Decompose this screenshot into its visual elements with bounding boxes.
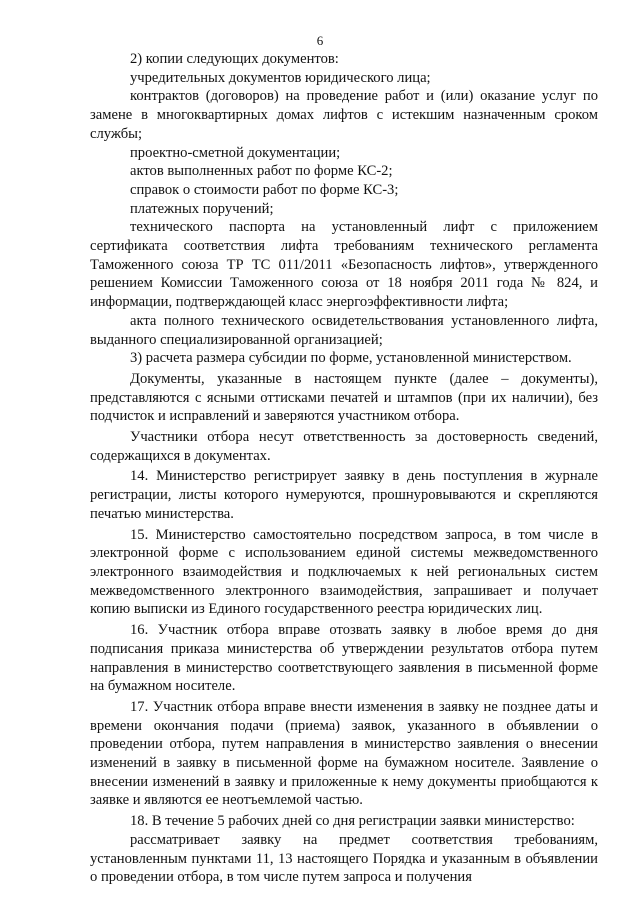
paragraph-payment-orders: платежных поручений; [130,200,274,217]
paragraph-documents-requirements: Документы, указанные в настоящем пункте (далее – документы), представляются с ясными оттисками печатей и штампов (при их наличии), без подчисток и исправлений и заверяются участником отбора. [90,370,598,425]
paragraph-item-17: 17. Участник отбора вправе внести изменения в заявку не позднее даты и времени окончания подачи (приема) заявок, указанного в объявлении о проведении отбора, путем направления в министерство заявления о внесении изменений в заявку в письменной форме на бумажном носителе. Заявление о внесении изменений в заявку и приложенные к нему документы приобщаются к заявке и являются ее неотъемлемой частью. [90,698,598,809]
paragraph-item-14: 14. Министерство регистрирует заявку в день поступления в журнале регистрации, листы которого нумеруются, прошнуровываются и скрепляются печатью министерства. [90,468,598,522]
paragraph-ks2-acts: актов выполненных работ по форме КС-2; [130,163,393,180]
paragraph-subsidy-calculation: 3) расчета размера субсидии по форме, установленной министерством. [130,350,572,367]
paragraph-list-intro: 2) копии следующих документов: [130,51,339,67]
document-body [90,50,598,887]
paragraph-item-18: 18. В течение 5 рабочих дней со дня регистрации заявки министерство: [130,813,575,830]
page-number: 6 [316,33,324,48]
paragraph-estimate-docs: проектно-сметной документации; [130,144,341,161]
paragraph-item-15: 15. Министерство самостоятельно посредством запроса, в том числе в электронной форме с использованием единой системы межведомственного электронного взаимодействия и подключаемых к ней региональных систем межведомственного электронного взаимодействия, запрашивает и получает копию выписки из Единого государственного реестра юридических лиц. [90,526,598,618]
paragraph-contracts: контрактов (договоров) на проведение работ и (или) оказание услуг по замене в многоквартирных домах лифтов с истекшим назначенным сроком службы; [90,88,598,142]
paragraph-item-18-review: рассматривает заявку на предмет соответствия требованиям, установленным пунктами 11, 13 настоящего Порядка и указанным в объявлении о проведении отбора, в том числе путем запроса и получения [90,831,598,886]
paragraph-ks3-certificates: справок о стоимости работ по форме КС-3; [130,181,399,198]
paragraph-technical-passport: технического паспорта на установленный лифт с приложением сертификата соответствия лифта требованиям технического регламента Таможенного союза ТР ТС 011/2011 «Безопасность лифтов», утвержденного решением Комиссии Таможенного союза от 18 ноября 2011 года № 824, и информации, подтверждающей класс энергоэффективности лифта; [90,219,598,311]
paragraph-participant-responsibility: Участники отбора несут ответственность за достоверность сведений, содержащихся в документах. [90,429,598,464]
paragraph-inspection-act: акта полного технического освидетельствования установленного лифта, выданного специализированной организацией; [90,312,598,348]
paragraph-charter-docs: учредительных документов юридического лица; [130,69,431,86]
paragraph-item-16: 16. Участник отбора вправе отозвать заявку в любое время до дня подписания приказа министерства об утверждении результатов отбора путем направления в министерство соответствующего заявления в письменной форме на бумажном носителе. [90,622,598,695]
